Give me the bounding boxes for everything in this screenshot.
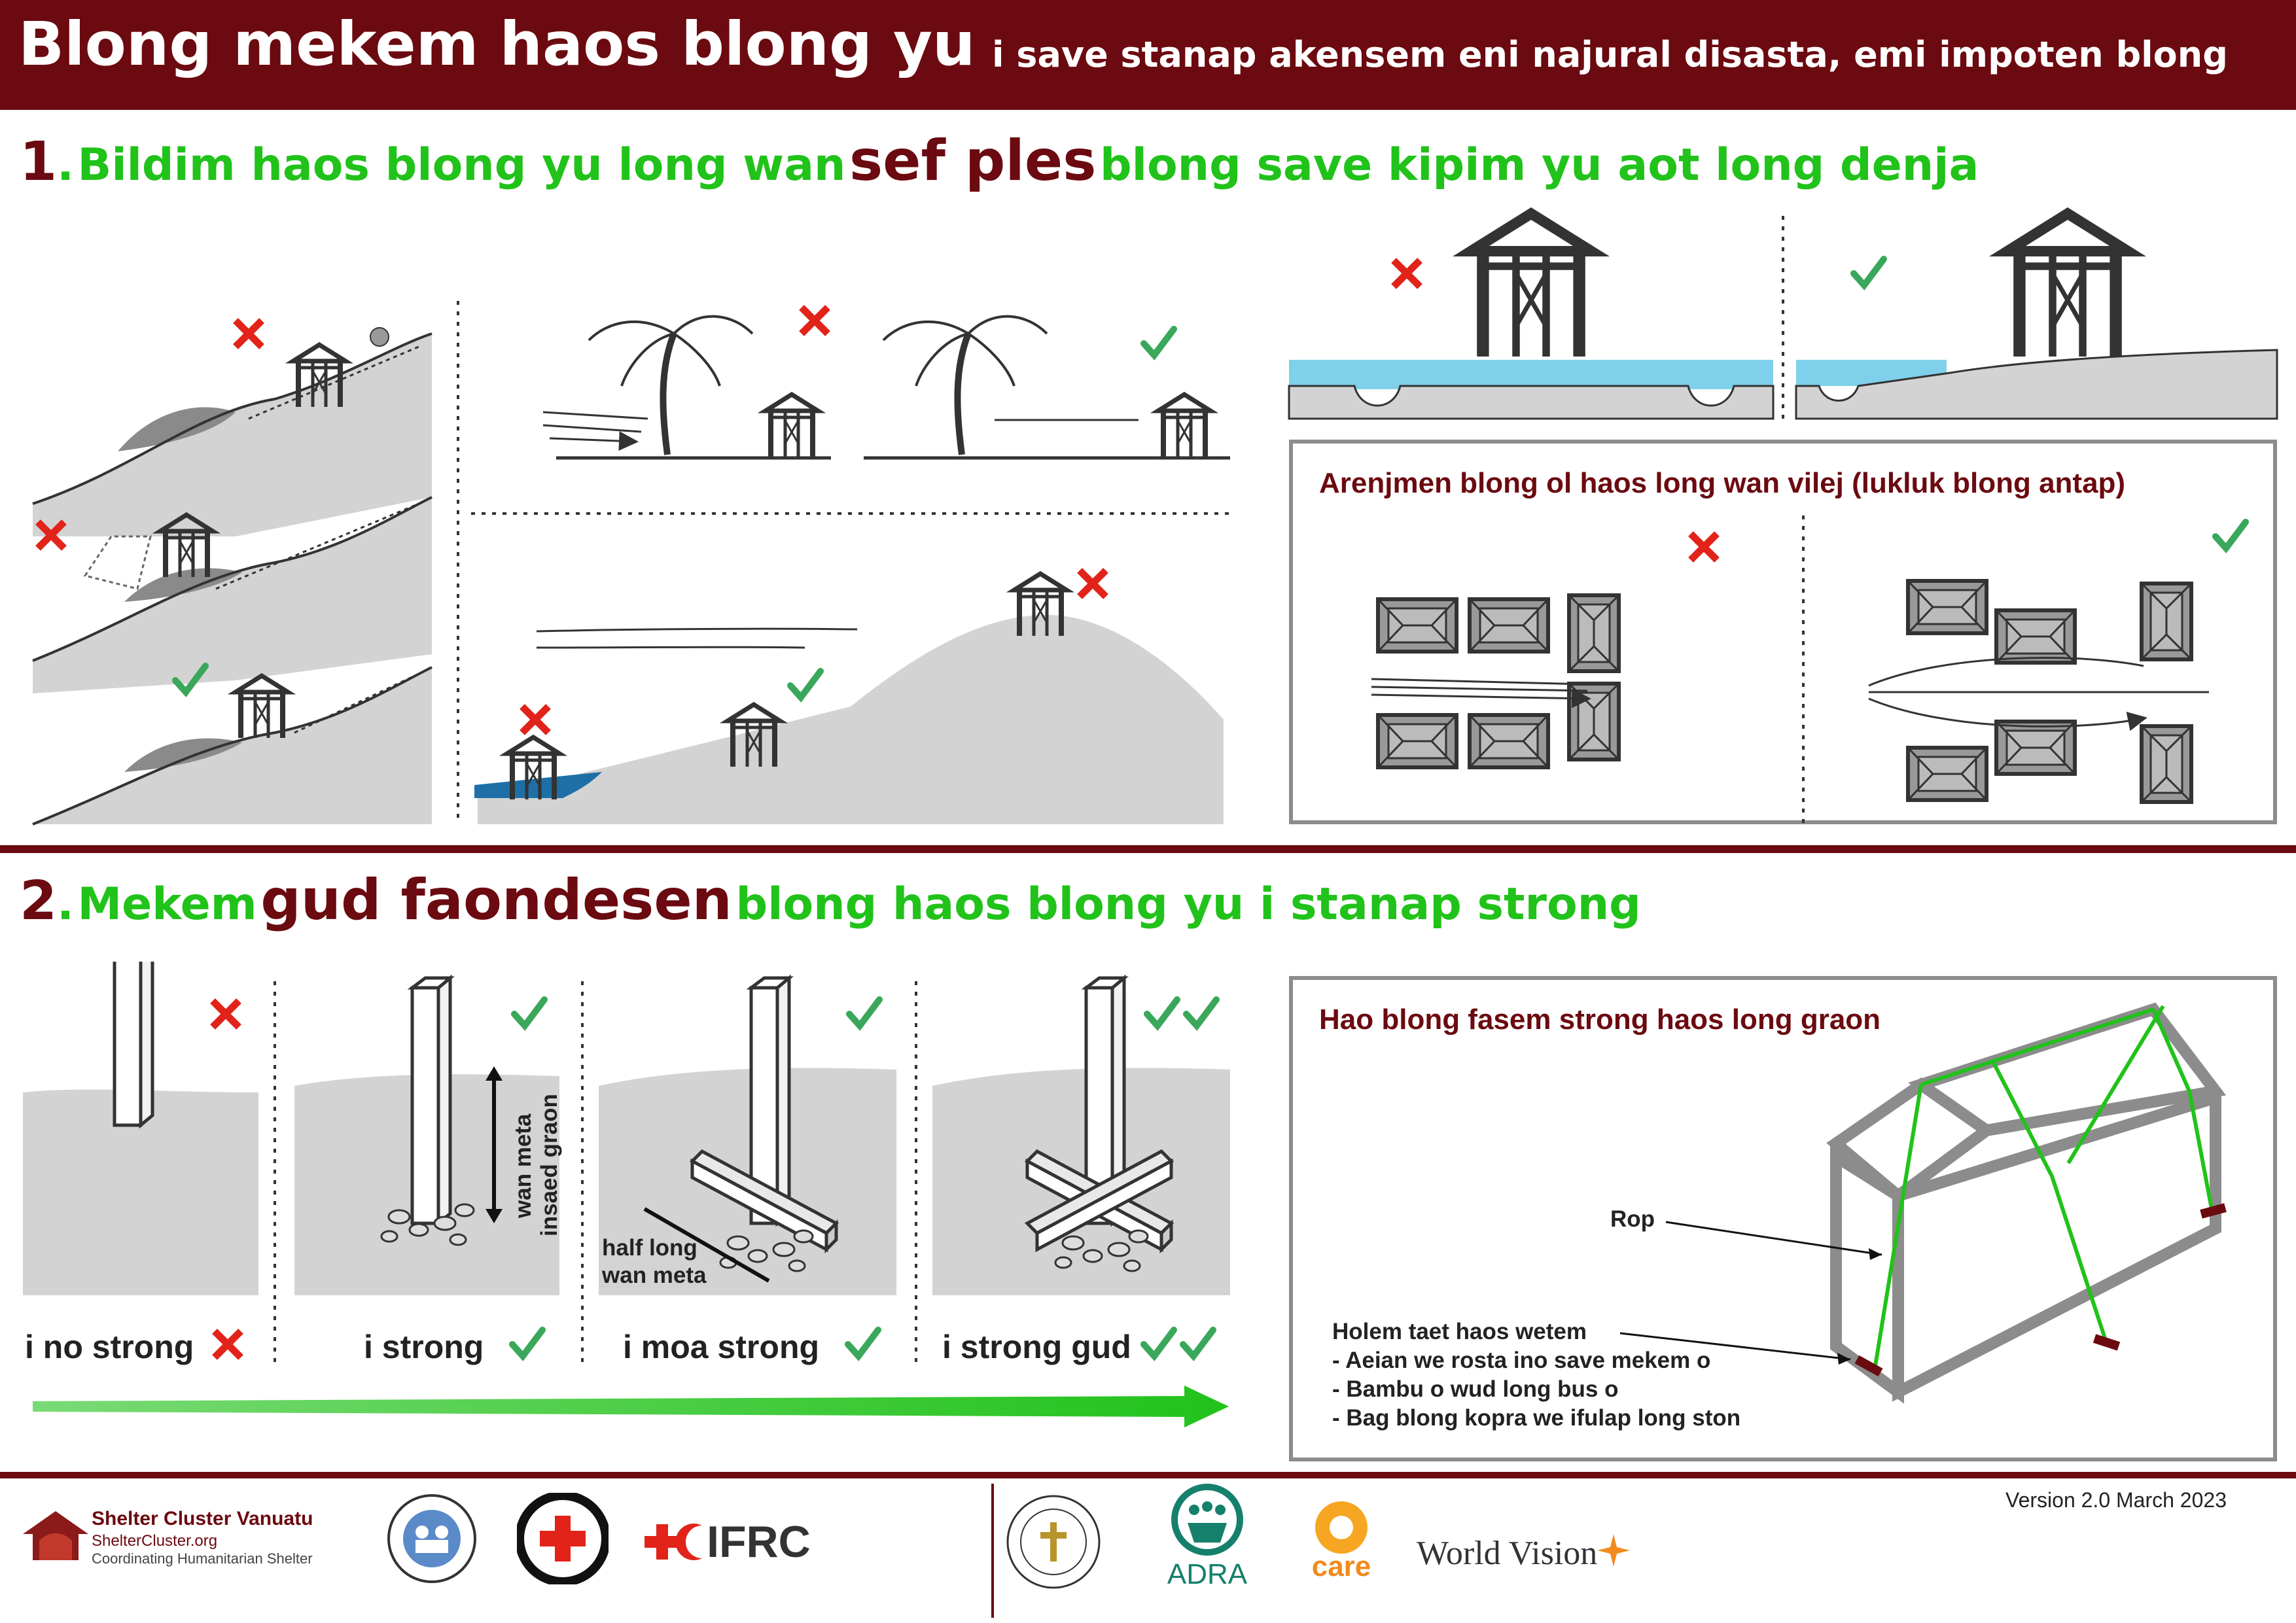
village-layout-diagrams [1293,444,2274,823]
post-label-1: i no strong [25,1329,194,1365]
version-text: Version 2.0 March 2023 [2005,1488,2227,1512]
flood-panel-bad [1289,214,1773,419]
page-title: Blong mekem haos blong yu [18,9,976,79]
shelter-cluster-tagline: Coordinating Humanitarian Shelter [92,1550,313,1567]
tie-down-box-title: Hao blong fasem strong haos long graon [1319,1003,1881,1036]
ifrc-text: IFRC [707,1517,811,1567]
care-logo [1305,1498,1377,1583]
post-panel-1 [23,962,258,1295]
adra-text: ADRA [1167,1558,1248,1590]
post-label-2: i strong [364,1329,484,1365]
cross-label-1: half long [602,1235,698,1261]
section2-text-a: Mekem [77,879,257,930]
section1-heading [20,128,1979,194]
section1-dot: . [57,139,74,191]
section2-dot: . [57,879,74,930]
village-layout-box [1289,440,2277,824]
shelter-cluster-name: Shelter Cluster Vanuatu [92,1508,313,1529]
government-seal-logo [386,1493,478,1584]
world-vision-star-icon [1597,1534,1630,1567]
section2-text-b: blong haos blong yu i stanap strong [735,879,1641,930]
hold-item-3: - Bag blong kopra we ifulap long ston [1332,1405,1741,1431]
depth-label-1: wan meta [510,1113,536,1218]
footer-divider [0,1472,2296,1478]
slope-panel-1 [33,321,432,536]
shelter-cluster-logo [20,1505,92,1563]
post-label-4: i strong gud [942,1329,1131,1365]
world-vision-text: World Vision [1417,1535,1598,1572]
hold-item-1: - Aeian we rosta ino save mekem o [1332,1348,1711,1373]
care-text: care [1311,1550,1371,1582]
hold-title: Holem taet haos wetem [1332,1319,1587,1344]
page-subtitle: i save stanap akensem eni najural disasta, emi impoten blong [992,34,2228,75]
red-cross-society-logo [517,1493,609,1584]
flood-panel-good [1796,214,2277,419]
ifrc-logo [645,1516,811,1567]
section1-text-a: Bildim haos blong yu long wan [77,139,846,191]
adra-emblem-icon [1168,1484,1246,1556]
world-vision-logo [1417,1534,1630,1573]
section2-emphasis: gud faondesen [260,867,732,933]
depth-label-2: insaed graon [537,1094,562,1236]
shelter-cluster-url: ShelterCluster.org [92,1532,218,1550]
progress-arrow [33,1386,1229,1427]
care-emblem-icon [1309,1498,1374,1557]
rope-label: Rop [1610,1206,1655,1232]
ifrc-emblem-icon [645,1519,703,1565]
slope-panel-3 [33,666,432,824]
hold-item-2: - Bambu o wud long bus o [1332,1376,1619,1402]
section1-text-b: blong save kipim yu aot long denja [1099,139,1979,191]
section2-heading [20,867,1641,933]
section2-number: 2 [20,870,58,932]
christian-council-seal-logo [1004,1493,1103,1591]
section1-number: 1 [20,131,58,193]
hill-panel [474,570,1224,824]
tree-panel-good [864,317,1230,458]
village-box-title: Arenjmen blong ol haos long wan vilej (lukluk blong antap) [1319,467,2126,499]
tie-down-box [1289,976,2277,1461]
tree-panel-bad [543,307,831,458]
section1-emphasis: sef ples [849,128,1097,194]
post-label-3: i moa strong [623,1329,820,1365]
cross-label-2: wan meta [602,1263,707,1288]
footer-separator [991,1484,994,1618]
section-divider [0,845,2296,853]
post-panel-4 [932,978,1230,1295]
adra-logo [1165,1484,1250,1591]
